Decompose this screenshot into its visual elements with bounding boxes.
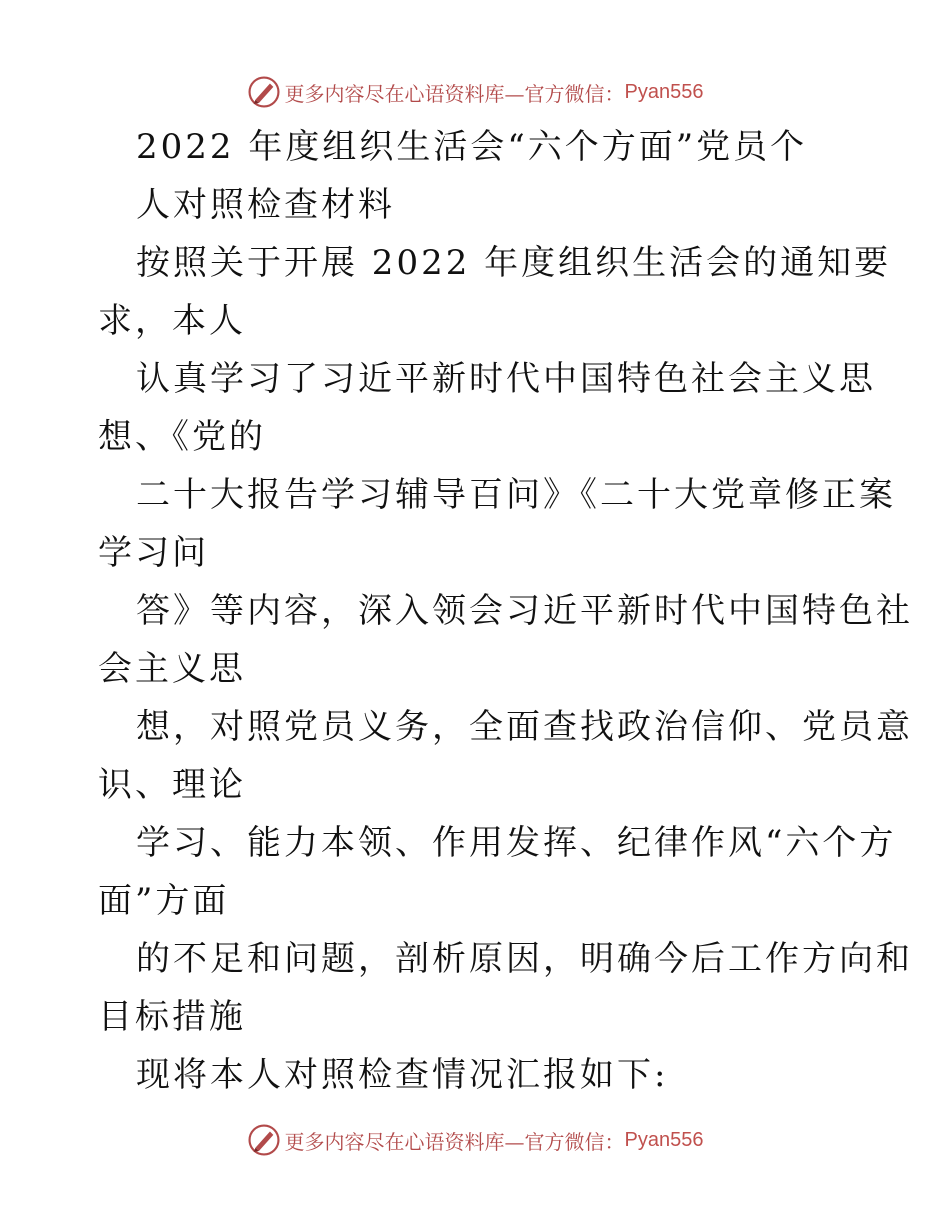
paragraph-line: 现将本人对照检查情况汇报如下: — [136, 1055, 669, 1095]
paragraph-line: 认真学习了习近平新时代中国特色社会主义思 — [136, 359, 876, 399]
footer-watermark-banner — [0, 1120, 950, 1160]
paragraph-line: 答》等内容，深入领会习近平新时代中国特色社 — [136, 591, 913, 631]
pen-logo-icon — [247, 75, 281, 109]
document-title-line-2: 人对照检查材料 — [136, 185, 395, 225]
paragraph-line: 的不足和问题，剖析原因，明确今后工作方向和 — [136, 939, 913, 979]
paragraph-line: 会主义思 — [98, 649, 246, 689]
paragraph-line: 学习问 — [98, 533, 209, 573]
paragraph-line: 求，本人 — [98, 301, 246, 341]
pen-logo-icon — [247, 1123, 281, 1157]
paragraph-line: 目标措施 — [98, 997, 246, 1037]
header-watermark-banner — [0, 72, 950, 112]
paragraph-line: 识、理论 — [98, 765, 246, 805]
paragraph-line: 想、《党的 — [98, 417, 266, 457]
footer-banner-text: 更多内容尽在心语资料库—官方微信： — [284, 1129, 625, 1154]
header-wechat-id: Pyan556 — [624, 80, 704, 103]
paragraph-line: 学习、能力本领、作用发挥、纪律作风“六个方 — [136, 823, 897, 863]
footer-wechat-id: Pyan556 — [624, 1128, 704, 1151]
document-title-line-1: 2022 年度组织生活会“六个方面”党员个 — [136, 127, 808, 167]
paragraph-line: 想，对照党员义务，全面查找政治信仰、党员意 — [136, 707, 913, 747]
paragraph-line: 按照关于开展 2022 年度组织生活会的通知要 — [136, 243, 892, 283]
paragraph-line: 面”方面 — [98, 881, 230, 921]
header-banner-text: 更多内容尽在心语资料库—官方微信： — [284, 81, 625, 106]
paragraph-line: 二十大报告学习辅导百问》《二十大党章修正案 — [136, 475, 896, 515]
